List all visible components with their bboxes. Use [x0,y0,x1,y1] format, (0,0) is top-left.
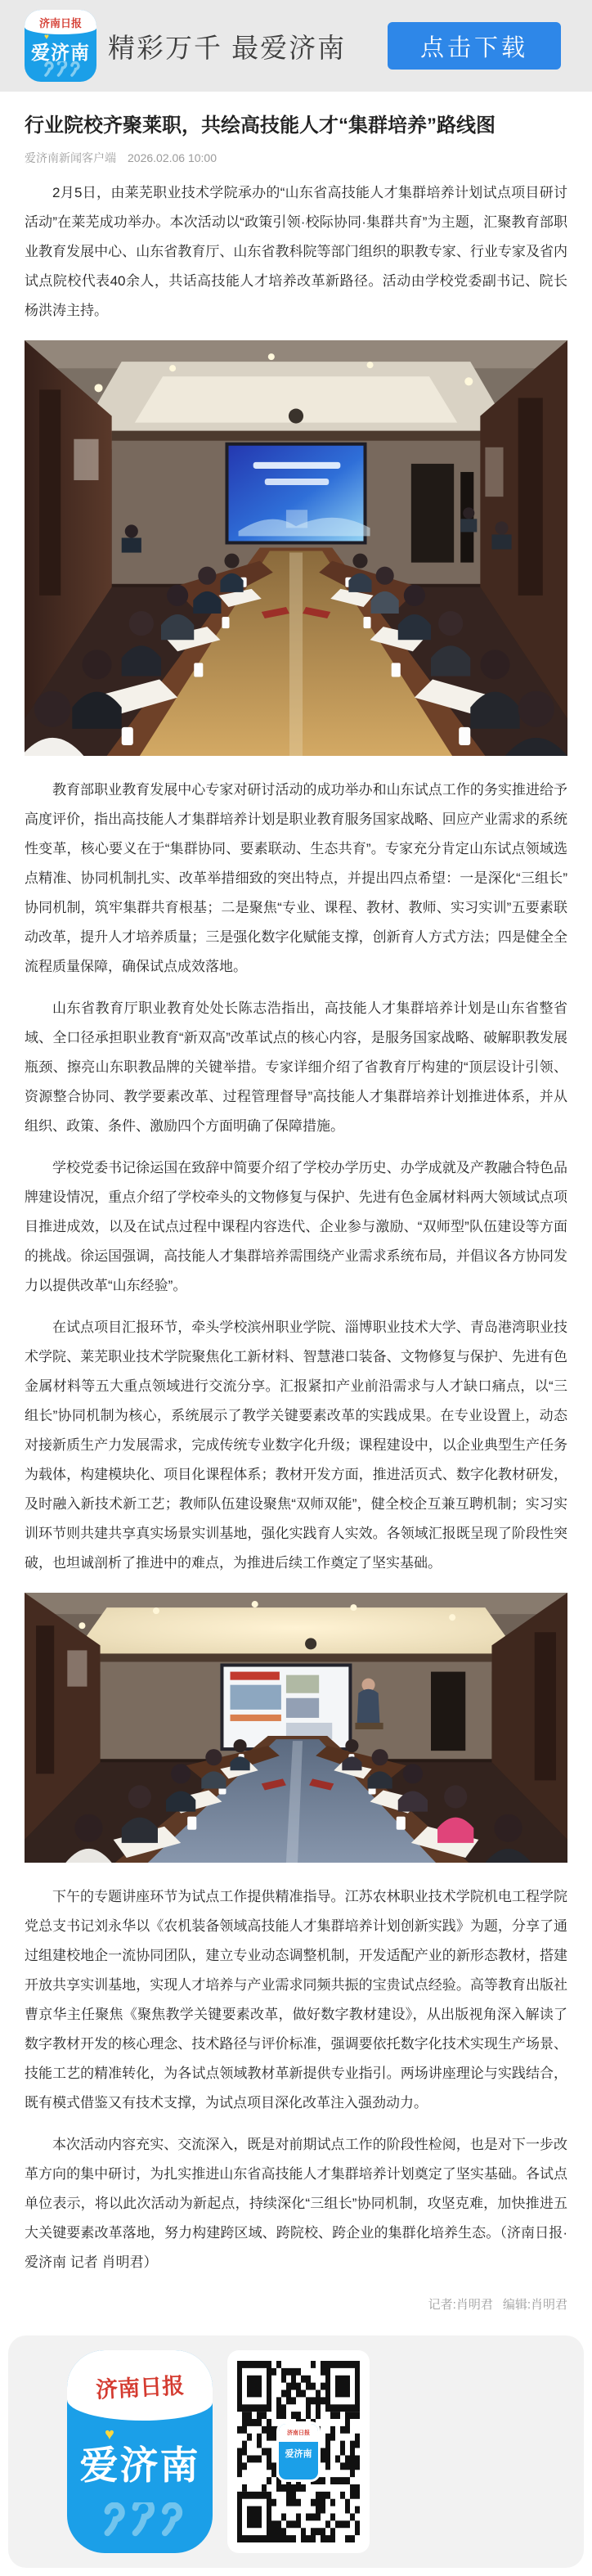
heart-icon: ♥ [44,33,49,42]
article-meta [25,150,567,166]
byline-editor: 编辑:肖明君 [502,2298,567,2313]
footer-app-icon [67,2350,213,2553]
article-datetime: 2026.02.06 10:00 [128,151,217,165]
qr-center-app-icon: 济南日报 爱济南 [276,2421,321,2482]
article-title: 行业院校齐聚莱职，共绘高技能人才“集群培养”路线图 [25,115,496,137]
paragraph: 山东省教育厅职业教育处处长陈志浩指出，高技能人才集群培养计划是山东省整省域、全口径承担职业教育“新双高”改革试点的核心内容，是服务国家战略、破解职教发展瓶颈、擦亮山东职教品牌的关键举措。专家详细介绍了省教育厅构建的“顶层设计引领、资源整合协同、教学要素改革、过程管理督导”高技能人才集群培养计划推进体系，并从组织、政策、条件、激励四个方面明确了保障措施。 [25,1000,567,1135]
app-icon-name: 爱济南 [31,42,90,63]
app-icon-name: 爱济南 [79,2443,200,2488]
article-source: 爱济南新闻客户端 [25,151,116,165]
app-icon-newspaper-label: 济南日报 [25,10,96,34]
cloud-swirl-icon [95,2502,185,2538]
article-photo-conference [25,340,567,756]
app-download-banner[interactable] [0,0,592,92]
byline [25,2295,567,2313]
paragraph: 教育部职业教育发展中心专家对研讨活动的成功举办和山东试点工作的务实推进给予高度评价，指出高技能人才集群培养计划是职业教育服务国家战略、回应产业需求的系统性变革，核心要义在于“集群协同、要素联动、生态共育”。专家充分肯定山东试点领域选点精准、协同机制扎实、改革举措细致的突出特点，并提出四点希望：一是深化“三组长”协同机制，筑牢集群共育根基；二是聚焦“专业、课程、教材、教师、实习实训”五要素联动改革，提升人才培养质量；三是强化数字化赋能支撑，创新育人方式方法；四是健全全流程质量保障，确保试点成效落地。 [25,782,567,975]
paragraph: 在试点项目汇报环节，牵头学校滨州职业学院、淄博职业技术大学、青岛港湾职业技术学院、莱芜职业技术学院聚焦化工新材料、智慧港口装备、文物修复与保护、先进有色金属材料等五大重点领域进行交流分享。汇报紧扣产业前沿需求与人才缺口痛点，以“三组长”协同机制为核心，系统展示了教学关键要素改革的实践成果。在专业设置上，动态对接新质生产力发展需求，完成传统专业数字化升级；课程建设中，以企业典型生产任务为载体，构建模块化、项目化课程体系；教材开发方面，推进活页式、数字化教材研发，及时融入新技术新工艺；教师队伍建设聚焦“双师双能”，健全校企互兼互聘机制；实习实训环节则共建共享真实场景实训基地，强化实践育人实效。各领域汇报既呈现了阶段性突破，也坦诚剖析了推进中的难点，为推进后续工作奠定了坚实基础。 [25,1319,567,1571]
byline-reporter: 记者:肖明君 [428,2298,493,2313]
footer-app-card [8,2335,584,2568]
qr-code [227,2350,370,2553]
article [0,113,592,2313]
download-button[interactable]: 点击下载 [388,22,561,70]
heart-icon: ♥ [105,2425,114,2444]
article-body [25,178,567,2277]
paragraph: 学校党委书记徐运国在致辞中简要介绍了学校办学历史、办学成就及产教融合特色品牌建设情况，重点介绍了学校牵头的文物修复与保护、先进有色金属材料两大领域试点项目推进成效，以及在试点过程中课程内容迭代、企业参与激励、“双师型”队伍建设等方面的挑战。徐运国强调，高技能人才集群培养需围绕产业需求系统布局，并倡议各方协同发力以提供改革“山东经验”。 [25,1160,567,1294]
app-icon-newspaper-label: 济南日报 [67,2350,213,2421]
ceiling-projector [289,409,303,424]
ceiling-projector [305,1639,316,1650]
paragraph: 本次活动内容充实、交流深入，既是对前期试点工作的阶段性检阅，也是对下一步改革方向的集中研讨，为扎实推进山东省高技能人才集群培养计划奠定了坚实基础。各试点单位表示，将以此次活动为新起点，持续深化“三组长”协同机制，攻坚克难，加快推进五大关键要素改革落地，努力构建跨区域、跨院校、跨企业的集群化培养生态。（济南日报·爱济南 记者 肖明君） [25,2137,567,2271]
paragraph: 下午的专题讲座环节为试点工作提供精准指导。江苏农林职业技术学院机电工程学院党总支书记刘永华以《农机装备领域高技能人才集群培养计划创新实践》为题，分享了通过组建校地企一流协同团队，建立专业动态调整机制，开发适配产业的新形态教材，搭建开放共享实训基地，实现人才培养与产业需求同频共振的宝贵试点经验。高等教育出版社曹京华主任聚焦《聚焦教学关键要素改革，做好数字教材建设》，从出版视角深入解读了数字教材开发的核心理念、技术路径与评价标准，强调要依托数字化技术实现生产场景、技能工艺的精准转化，为各试点领域教材革新提供专业指引。两场讲座理论与实践结合，既有模式借鉴又有技术支撑，为试点项目深化改革注入强劲动力。 [25,1889,567,2111]
article-photo-lecture [25,1593,567,1863]
app-icon [25,10,96,82]
app-tagline: 精彩万千 最爱济南 [108,32,347,63]
paragraph: 2月5日，由莱芜职业技术学院承办的“山东省高技能人才集群培养计划试点项目研讨活动”在莱芜成功举办。本次活动以“政策引领·校际协同·集群共育”为主题，汇聚教育部职业教育发展中心、山东省教育厅、山东省教科院等部门组织的职教专家、行业专家及省内试点院校代表40余人，共话高技能人才培养改革新路径。活动由学校党委副书记、院长杨洪涛主持。 [25,185,567,319]
projector-screen [225,443,370,545]
